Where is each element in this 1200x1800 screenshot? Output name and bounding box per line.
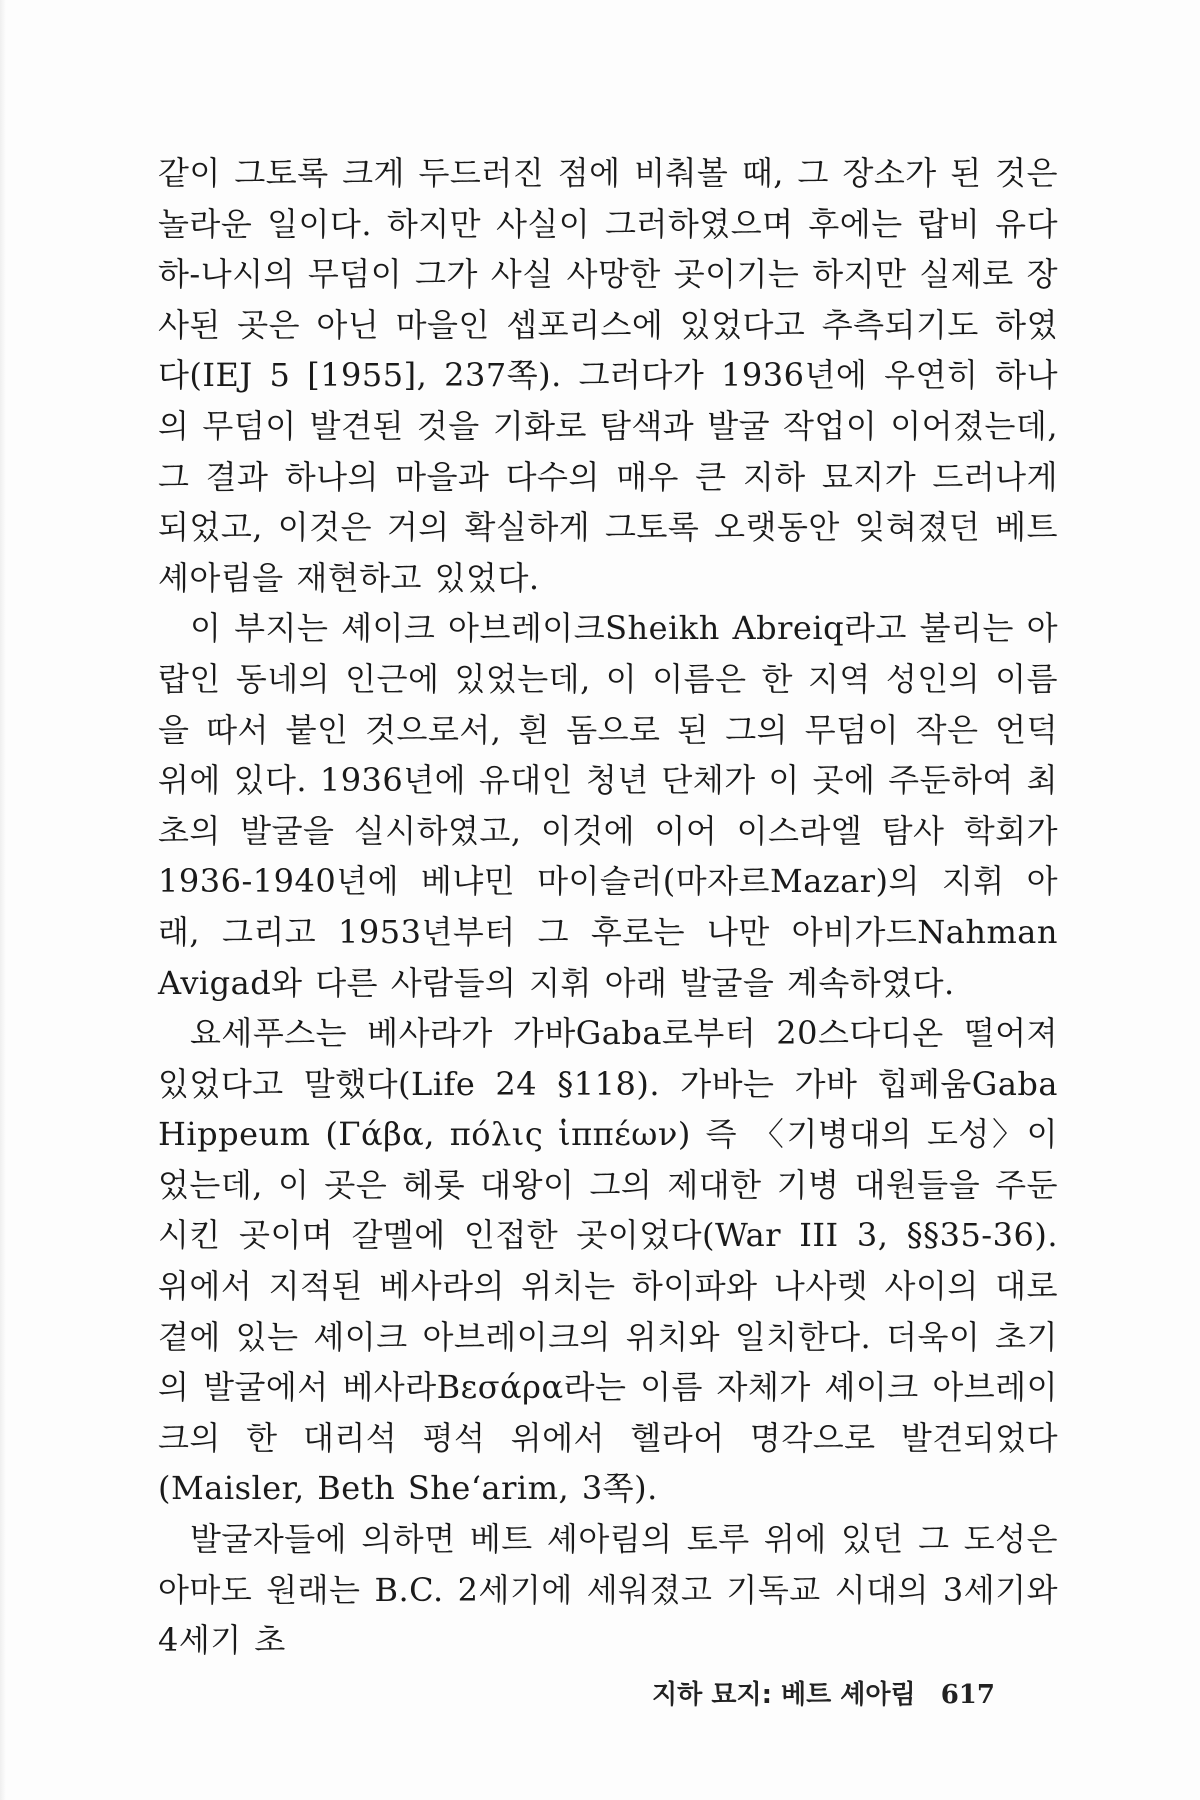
paragraph: 이 부지는 셰이크 아브레이크Sheikh Abreiq라고 불리는 아랍인 동네의 인근에 있었는데, 이 이름은 한 지역 성인의 이름을 따서 붙인 것으로서, 흰 돔으로 된 그의 무덤이 작은 언덕 위에 있다. 1936년에 유대인 청년 단체가 이 곳에 주둔하여 최초의 발굴을 실시하였고, 이것에 이어 이스라엘 탐사 학회가 1936-1940년에 베냐민 마이슬러(마자르Mazar)의 지휘 아래, 그리고 1953년부터 그 후로는 나만 아비가드Nahman Avigad와 다른 사람들의 지휘 아래 발굴을 계속하였다.: [158, 609, 1058, 1002]
paragraph: 발굴자들에 의하면 베트 셰아림의 토루 위에 있던 그 도성은 아마도 원래는 B.C. 2세기에 세워졌고 기독교 시대의 3세기와 4세기 초: [158, 1520, 1058, 1660]
page-edge-shadow: [0, 0, 6, 1800]
page-number: 617: [940, 1680, 995, 1710]
body-text: [158, 148, 1058, 1666]
paragraph: 같이 그토록 크게 두드러진 점에 비춰볼 때, 그 장소가 된 것은 놀라운 일이다. 하지만 사실이 그러하였으며 후에는 랍비 유다 하-나시의 무덤이 그가 사실 사망한 곳이기는 하지만 실제로 장사된 곳은 아닌 마을인 셉포리스에 있었다고 추측되기도 하였다(IEJ 5 [1955], 237쪽). 그러다가 1936년에 우연히 하나의 무덤이 발견된 것을 기화로 탐색과 발굴 작업이 이어졌는데, 그 결과 하나의 마을과 다수의 매우 큰 지하 묘지가 드러나게 되었고, 이것은 거의 확실하게 그토록 오랫동안 잊혀졌던 베트 셰아림을 재현하고 있었다.: [158, 154, 1058, 597]
page-footer: [652, 1674, 995, 1711]
running-title: 지하 묘지: 베트 셰아림: [652, 1680, 916, 1710]
paragraph: 요세푸스는 베사라가 가바Gaba로부터 20스다디온 떨어져 있었다고 말했다(Life 24 §118). 가바는 가바 힙페움Gaba Hippeum (Γάβα, πόλις ἱππέων) 즉 〈기병대의 도성〉이었는데, 이 곳은 헤롯 대왕이 그의 제대한 기병 대원들을 주둔시킨 곳이며 갈멜에 인접한 곳이었다(War III 3, §§35-36). 위에서 지적된 베사라의 위치는 하이파와 나사렛 사이의 대로 곁에 있는 셰이크 아브레이크의 위치와 일치한다. 더욱이 초기의 발굴에서 베사라Βεσάρα라는 이름 자체가 셰이크 아브레이크의 한 대리석 평석 위에서 헬라어 명각으로 발견되었다(Maisler, Beth She‘arim, 3쪽).: [158, 1014, 1058, 1508]
